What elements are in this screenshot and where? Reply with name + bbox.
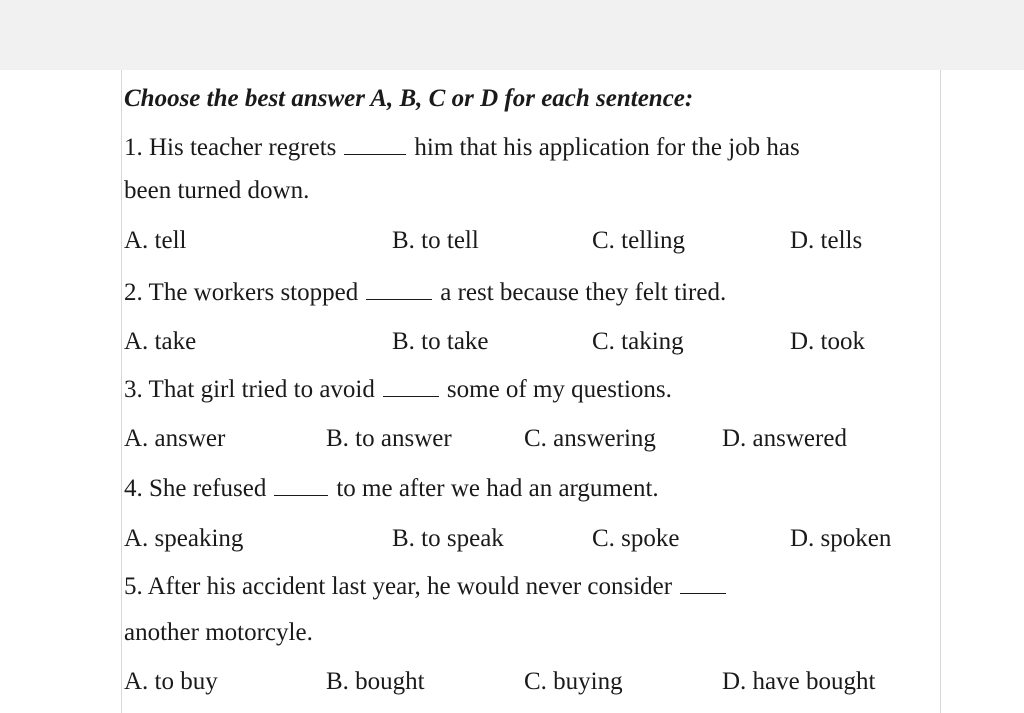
question-2-option-a: A. take bbox=[124, 328, 197, 355]
question-3-text-before: 3. That girl tried to avoid bbox=[124, 376, 375, 403]
question-5-text-before: 5. After his accident last year, he would never consider bbox=[124, 573, 673, 600]
question-1-option-d: D. tells bbox=[790, 227, 863, 254]
question-1-option-c: C. telling bbox=[592, 227, 686, 254]
question-1-text-before: 1. His teacher regrets bbox=[124, 134, 337, 161]
question-5-line-1 bbox=[124, 572, 734, 602]
question-2-option-b: B. to take bbox=[392, 328, 489, 355]
question-2-text-before: 2. The workers stopped bbox=[124, 279, 359, 306]
question-3-option-a: A. answer bbox=[124, 425, 226, 452]
question-4-option-c: C. spoke bbox=[592, 525, 680, 552]
question-3-option-b: B. to answer bbox=[326, 425, 452, 452]
question-3-blank bbox=[383, 378, 439, 397]
question-4-text-before: 4. She refused bbox=[124, 475, 267, 502]
question-4-option-a: A. speaking bbox=[124, 525, 244, 552]
question-4-blank bbox=[274, 477, 328, 496]
question-2-text-after: a rest because they felt tired. bbox=[440, 279, 727, 306]
question-5-option-d: D. have bought bbox=[722, 668, 876, 695]
question-3-text-after: some of my questions. bbox=[446, 376, 672, 403]
question-2-option-c: C. taking bbox=[592, 328, 684, 355]
question-2-option-d: D. took bbox=[790, 328, 865, 355]
question-5-option-c: C. buying bbox=[524, 668, 623, 695]
question-1-blank bbox=[344, 136, 406, 155]
question-4-line-1 bbox=[124, 474, 659, 504]
question-5-line-2: another motorcyle. bbox=[124, 619, 313, 646]
top-bar bbox=[0, 0, 1024, 70]
question-4-option-b: B. to speak bbox=[392, 525, 504, 552]
question-5-option-a: A. to buy bbox=[124, 668, 218, 695]
instruction: Choose the best answer A, B, C or D for each sentence: bbox=[124, 85, 694, 112]
question-4-text-after: to me after we had an argument. bbox=[336, 475, 659, 502]
question-3-option-d: D. answered bbox=[722, 425, 847, 452]
question-3-option-c: C. answering bbox=[524, 425, 656, 452]
question-1-line-1 bbox=[124, 133, 800, 163]
question-1-option-a: A. tell bbox=[124, 227, 187, 254]
question-1-text-after: him that his application for the job has bbox=[414, 134, 800, 161]
question-5-option-b: B. bought bbox=[326, 668, 425, 695]
question-2-line-1 bbox=[124, 278, 726, 308]
question-3-line-1 bbox=[124, 375, 672, 405]
question-4-option-d: D. spoken bbox=[790, 525, 892, 552]
question-2-blank bbox=[366, 281, 432, 300]
question-1-line-2: been turned down. bbox=[124, 177, 310, 204]
question-1-option-b: B. to tell bbox=[392, 227, 479, 254]
question-5-blank bbox=[680, 575, 726, 594]
